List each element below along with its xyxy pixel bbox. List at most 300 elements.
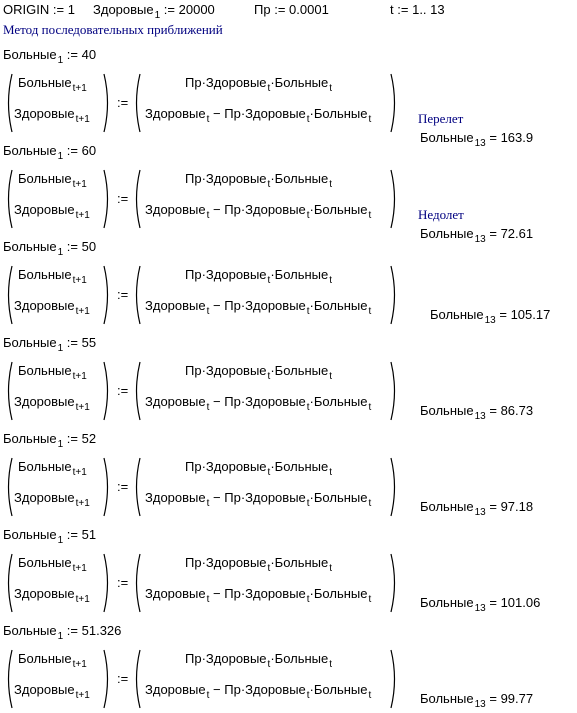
right-paren-rhs: [389, 649, 399, 709]
right-paren-lhs: [102, 169, 112, 229]
left-paren-rhs: [132, 553, 142, 613]
healthy-t1: [14, 586, 90, 605]
sick-t: [274, 363, 333, 382]
healthy-t-base: Здоровые: [245, 106, 306, 121]
assign-op: :=: [117, 287, 129, 302]
sick-13-sub: 13: [474, 699, 486, 710]
sick-t: [313, 586, 372, 605]
minus-op: −: [213, 298, 221, 313]
dot-op: ·: [270, 363, 275, 378]
initial-value: 51: [81, 527, 97, 542]
healthy-t-base: Здоровые: [145, 394, 206, 409]
rhs-row-sick: [185, 555, 333, 574]
rhs-row-healthy: [145, 682, 372, 701]
healthy-t-sub: t: [206, 690, 210, 701]
origin-value: 1: [67, 2, 75, 17]
minus-op: −: [213, 394, 221, 409]
dot-op: ·: [201, 459, 206, 474]
result-value: [420, 691, 534, 710]
dot-op: ·: [201, 171, 206, 186]
dot-op: ·: [201, 267, 206, 282]
dot-op: ·: [201, 555, 206, 570]
healthy-t: [205, 171, 271, 190]
healthy-t: [145, 682, 210, 701]
sick-1-base: Больные: [3, 623, 57, 638]
healthy-t-base: Здоровые: [245, 298, 306, 313]
sick-t-sub: t: [329, 275, 333, 286]
sick-t-sub: t: [329, 563, 333, 574]
dot-op: ·: [309, 202, 314, 217]
minus-op: −: [213, 490, 221, 505]
sick-t1-base: Больные: [18, 363, 72, 378]
pr-term: Пр: [224, 490, 241, 505]
healthy-sub: 1: [154, 10, 161, 21]
healthy-t-sub: t: [267, 275, 271, 286]
healthy-t: [245, 682, 310, 701]
healthy-t1-sub: t+1: [75, 498, 90, 509]
sick-1-base: Больные: [3, 47, 57, 62]
right-paren-lhs: [102, 553, 112, 613]
healthy-t-sub: t: [306, 690, 310, 701]
left-paren-rhs: [132, 265, 142, 325]
sick-1-sub: 1: [57, 247, 64, 258]
rhs-row-healthy: [145, 202, 372, 221]
result-value: [420, 403, 534, 422]
sick-t-base: Больные: [274, 267, 329, 282]
rhs-row-healthy: [145, 106, 372, 125]
sick-t-sub: t: [368, 114, 372, 125]
sick-t-base: Больные: [313, 490, 368, 505]
initial-assignment: [3, 335, 97, 354]
sick-1-sub: 1: [57, 439, 64, 450]
healthy-t: [245, 490, 310, 509]
dot-op: ·: [201, 363, 206, 378]
result-value: [420, 130, 534, 149]
healthy-t1-base: Здоровые: [14, 394, 75, 409]
sick-t-base: Больные: [313, 106, 368, 121]
healthy-t-base: Здоровые: [205, 75, 267, 90]
healthy-t-base: Здоровые: [205, 171, 267, 186]
dot-op: ·: [201, 651, 206, 666]
healthy-t1: [14, 202, 90, 221]
rhs-row-sick: [185, 459, 333, 478]
initial-value: 50: [81, 239, 97, 254]
rhs-row-healthy: [145, 394, 372, 413]
healthy-t1-base: Здоровые: [14, 202, 75, 217]
healthy-t-base: Здоровые: [245, 202, 306, 217]
pr-term: Пр: [185, 363, 202, 378]
assign-op: :=: [52, 2, 65, 17]
sick-13: [430, 307, 496, 326]
left-paren-lhs: [4, 649, 14, 709]
sick-13: [420, 499, 486, 518]
healthy-t1-base: Здоровые: [14, 106, 75, 121]
healthy-t1-sub: t+1: [75, 210, 90, 221]
dot-op: ·: [309, 106, 314, 121]
right-paren-rhs: [389, 361, 399, 421]
rhs-row-sick: [185, 75, 333, 94]
pr-term: Пр: [185, 267, 202, 282]
dot-op: ·: [240, 586, 246, 601]
healthy-t1: [14, 682, 90, 701]
sick-13-sub: 13: [474, 507, 486, 518]
recurrence-block: [0, 169, 420, 233]
sick-1-base: Больные: [3, 143, 57, 158]
healthy-t-base: Здоровые: [145, 490, 206, 505]
healthy-t-sub: t: [267, 179, 271, 190]
right-paren-rhs: [389, 457, 399, 517]
pr-term: Пр: [224, 394, 241, 409]
sick-t-base: Больные: [274, 363, 329, 378]
healthy-t-base: Здоровые: [205, 555, 267, 570]
healthy-t: [245, 106, 310, 125]
sick-1-base: Больные: [3, 239, 57, 254]
healthy-t1-sub: t+1: [75, 690, 90, 701]
pr-term: Пр: [224, 202, 241, 217]
dot-op: ·: [270, 555, 275, 570]
lhs-row-healthy: [14, 106, 90, 125]
healthy-t-base: Здоровые: [245, 586, 306, 601]
assign-op: :=: [66, 527, 78, 542]
healthy-t: [205, 267, 271, 286]
healthy-t: [145, 106, 210, 125]
sick-t: [313, 106, 372, 125]
sick-t1: [18, 459, 87, 478]
equals-op: =: [489, 226, 497, 241]
left-paren-lhs: [4, 265, 14, 325]
pr-init: [254, 2, 329, 17]
t-name: t: [390, 2, 394, 17]
sick-1-sub: 1: [57, 343, 64, 354]
pr-term: Пр: [224, 106, 241, 121]
sick-13-base: Больные: [420, 403, 474, 418]
assign-op: :=: [66, 143, 78, 158]
sick-t1-base: Больные: [18, 171, 72, 186]
left-paren-rhs: [132, 649, 142, 709]
sick-t-sub: t: [368, 594, 372, 605]
right-paren-rhs: [389, 553, 399, 613]
dot-op: ·: [309, 394, 314, 409]
dot-op: ·: [240, 298, 246, 313]
sick-t: [313, 298, 372, 317]
dot-op: ·: [270, 171, 275, 186]
sick-1: [3, 431, 64, 450]
healthy-t1-sub: t+1: [75, 402, 90, 413]
equals-op: =: [489, 595, 497, 610]
sick-13-base: Больные: [420, 226, 474, 241]
assign-op: :=: [117, 383, 129, 398]
healthy-t-base: Здоровые: [245, 394, 306, 409]
sick-t-base: Больные: [313, 682, 368, 697]
healthy-t1: [14, 106, 90, 125]
assign-op: :=: [66, 431, 78, 446]
sick-1-sub: 1: [57, 151, 64, 162]
healthy-t-base: Здоровые: [205, 651, 267, 666]
rhs-row-healthy: [145, 490, 372, 509]
sick-13-base: Больные: [430, 307, 484, 322]
sick-t-sub: t: [329, 467, 333, 478]
sick-t: [274, 555, 333, 574]
sick-t: [313, 394, 372, 413]
sick-t: [274, 267, 333, 286]
assign-op: :=: [117, 671, 129, 686]
sick-t-base: Больные: [274, 555, 329, 570]
sick-1: [3, 623, 64, 642]
sick-t-base: Больные: [313, 298, 368, 313]
healthy-t1-base: Здоровые: [14, 682, 75, 697]
dot-op: ·: [240, 394, 246, 409]
dot-op: ·: [270, 267, 275, 282]
lhs-row-healthy: [14, 394, 90, 413]
dot-op: ·: [240, 202, 246, 217]
sick-t1-base: Больные: [18, 267, 72, 282]
rhs-row-sick: [185, 267, 333, 286]
healthy-t: [205, 75, 271, 94]
right-paren-lhs: [102, 649, 112, 709]
minus-op: −: [213, 106, 221, 121]
sick-t: [313, 682, 372, 701]
sick-1: [3, 335, 64, 354]
healthy-t-sub: t: [306, 306, 310, 317]
right-paren-rhs: [389, 73, 399, 133]
sick-13-base: Больные: [420, 595, 474, 610]
healthy-t-sub: t: [206, 402, 210, 413]
lhs-row-sick: [18, 75, 87, 94]
initial-value: 55: [81, 335, 97, 350]
sick-t1: [18, 171, 87, 190]
sick-t-sub: t: [329, 179, 333, 190]
sick-13-base: Больные: [420, 691, 474, 706]
sick-t1: [18, 555, 87, 574]
dot-op: ·: [309, 298, 314, 313]
pr-term: Пр: [224, 298, 241, 313]
recurrence-block: [0, 649, 420, 713]
lhs-row-sick: [18, 555, 87, 574]
lhs-row-sick: [18, 363, 87, 382]
result-value: [420, 595, 541, 614]
healthy-t-base: Здоровые: [205, 459, 267, 474]
pr-name: Пр: [254, 2, 271, 17]
initial-value: 52: [81, 431, 97, 446]
assign-op: :=: [163, 2, 176, 17]
iteration-note: Перелет: [418, 111, 464, 126]
healthy-t-sub: t: [267, 467, 271, 478]
sick-t: [274, 75, 333, 94]
healthy-t1: [14, 298, 90, 317]
healthy-t-sub: t: [267, 83, 271, 94]
healthy-t-sub: t: [306, 594, 310, 605]
recurrence-block: [0, 73, 420, 137]
sick-t-base: Больные: [274, 459, 329, 474]
sick-t: [313, 202, 372, 221]
sick-1: [3, 143, 64, 162]
dot-op: ·: [240, 490, 246, 505]
minus-op: −: [213, 682, 221, 697]
sick-1-base: Больные: [3, 335, 57, 350]
healthy-t-sub: t: [306, 114, 310, 125]
dot-op: ·: [270, 75, 275, 90]
initial-value: 60: [81, 143, 97, 158]
lhs-row-healthy: [14, 586, 90, 605]
sick-13-base: Больные: [420, 499, 474, 514]
healthy-t1-sub: t+1: [75, 306, 90, 317]
sick-t1: [18, 75, 87, 94]
result-number: 101.06: [500, 595, 541, 610]
healthy-t-sub: t: [267, 563, 271, 574]
equals-op: =: [489, 691, 497, 706]
equals-op: =: [499, 307, 507, 322]
recurrence-block: [0, 265, 420, 329]
right-paren-lhs: [102, 361, 112, 421]
rhs-row-sick: [185, 651, 333, 670]
sick-t1-base: Больные: [18, 75, 72, 90]
healthy-t-sub: t: [306, 498, 310, 509]
assign-op: :=: [117, 191, 129, 206]
dot-op: ·: [270, 651, 275, 666]
sick-13: [420, 130, 486, 149]
sick-13-base: Больные: [420, 130, 474, 145]
left-paren-lhs: [4, 73, 14, 133]
origin-label: ORIGIN: [3, 2, 50, 17]
healthy-t-sub: t: [306, 402, 310, 413]
sick-t-sub: t: [368, 402, 372, 413]
sick-t1-sub: t+1: [72, 467, 87, 478]
right-paren-lhs: [102, 457, 112, 517]
sick-1-base: Больные: [3, 431, 57, 446]
sick-1: [3, 527, 64, 546]
healthy-t1-sub: t+1: [75, 594, 90, 605]
sick-t1: [18, 651, 87, 670]
healthy-t-sub: t: [267, 659, 271, 670]
sick-13-sub: 13: [474, 603, 486, 614]
healthy-t-base: Здоровые: [145, 202, 206, 217]
sick-13: [420, 403, 486, 422]
sick-t-sub: t: [368, 498, 372, 509]
lhs-row-sick: [18, 651, 87, 670]
lhs-row-healthy: [14, 298, 90, 317]
left-paren-lhs: [4, 457, 14, 517]
recurrence-block: [0, 457, 420, 521]
healthy-t-sub: t: [206, 498, 210, 509]
healthy-t-base: Здоровые: [145, 298, 206, 313]
sick-1: [3, 47, 64, 66]
healthy-value: 20000: [178, 2, 215, 17]
healthy-t: [245, 394, 310, 413]
result-number: 99.77: [500, 691, 534, 706]
dot-op: ·: [309, 682, 314, 697]
iteration-note: Недолет: [418, 207, 464, 222]
left-paren-lhs: [4, 169, 14, 229]
initial-assignment: [3, 143, 97, 162]
rhs-row-sick: [185, 363, 333, 382]
result-number: 86.73: [500, 403, 534, 418]
pr-term: Пр: [224, 682, 241, 697]
healthy-t1: [14, 394, 90, 413]
healthy-t1-base: Здоровые: [14, 490, 75, 505]
header-line: [3, 2, 75, 17]
dot-op: ·: [309, 586, 314, 601]
left-paren-rhs: [132, 457, 142, 517]
sick-t-sub: t: [368, 306, 372, 317]
healthy-t-sub: t: [267, 371, 271, 382]
healthy-t: [145, 202, 210, 221]
left-paren-rhs: [132, 73, 142, 133]
healthy-t1-sub: t+1: [75, 114, 90, 125]
pr-term: Пр: [224, 586, 241, 601]
healthy-t: [145, 490, 210, 509]
healthy-t-base: Здоровые: [145, 586, 206, 601]
method-title: Метод последовательных приближений: [3, 22, 223, 37]
result-value: [430, 307, 551, 326]
left-paren-rhs: [132, 169, 142, 229]
sick-t: [274, 171, 333, 190]
sick-t-sub: t: [329, 659, 333, 670]
sick-t-base: Больные: [274, 171, 329, 186]
pr-value: 0.0001: [289, 2, 329, 17]
assign-op: :=: [66, 623, 78, 638]
sick-13: [420, 226, 486, 245]
healthy-t-sub: t: [206, 594, 210, 605]
rhs-row-sick: [185, 171, 333, 190]
healthy-t-sub: t: [206, 210, 210, 221]
healthy-t-base: Здоровые: [245, 682, 306, 697]
sick-t-sub: t: [329, 83, 333, 94]
healthy-t: [205, 555, 271, 574]
sick-t1-sub: t+1: [72, 659, 87, 670]
lhs-row-sick: [18, 267, 87, 286]
sick-1: [3, 239, 64, 258]
dot-op: ·: [201, 75, 206, 90]
recurrence-block: [0, 553, 420, 617]
sick-1-sub: 1: [57, 55, 64, 66]
assign-op: :=: [66, 335, 78, 350]
sick-t-base: Больные: [274, 651, 329, 666]
assign-op: :=: [66, 239, 78, 254]
sick-t-base: Больные: [313, 202, 368, 217]
assign-op: :=: [66, 47, 78, 62]
healthy-t: [245, 202, 310, 221]
lhs-row-sick: [18, 459, 87, 478]
result-number: 105.17: [510, 307, 551, 322]
sick-13-sub: 13: [474, 234, 486, 245]
left-paren-lhs: [4, 553, 14, 613]
healthy-t: [245, 298, 310, 317]
healthy-t-sub: t: [306, 210, 310, 221]
healthy-t: [205, 651, 271, 670]
healthy-t: [145, 586, 210, 605]
sick-13-sub: 13: [474, 411, 486, 422]
healthy-t-base: Здоровые: [245, 490, 306, 505]
sick-t-sub: t: [368, 690, 372, 701]
right-paren-rhs: [389, 265, 399, 325]
initial-assignment: [3, 623, 122, 642]
sick-13-sub: 13: [484, 315, 496, 326]
healthy-name: Здоровые: [93, 2, 154, 17]
healthy-t: [245, 586, 310, 605]
assign-op: :=: [117, 575, 129, 590]
result-value: [420, 226, 534, 245]
sick-t1-base: Больные: [18, 459, 72, 474]
right-paren-lhs: [102, 265, 112, 325]
dot-op: ·: [270, 459, 275, 474]
sick-t: [313, 490, 372, 509]
sick-t1-sub: t+1: [72, 179, 87, 190]
assign-op: :=: [397, 2, 409, 17]
t-range: 1.. 13: [412, 2, 445, 17]
result-number: 163.9: [500, 130, 534, 145]
initial-assignment: [3, 239, 97, 258]
sick-13: [420, 595, 486, 614]
